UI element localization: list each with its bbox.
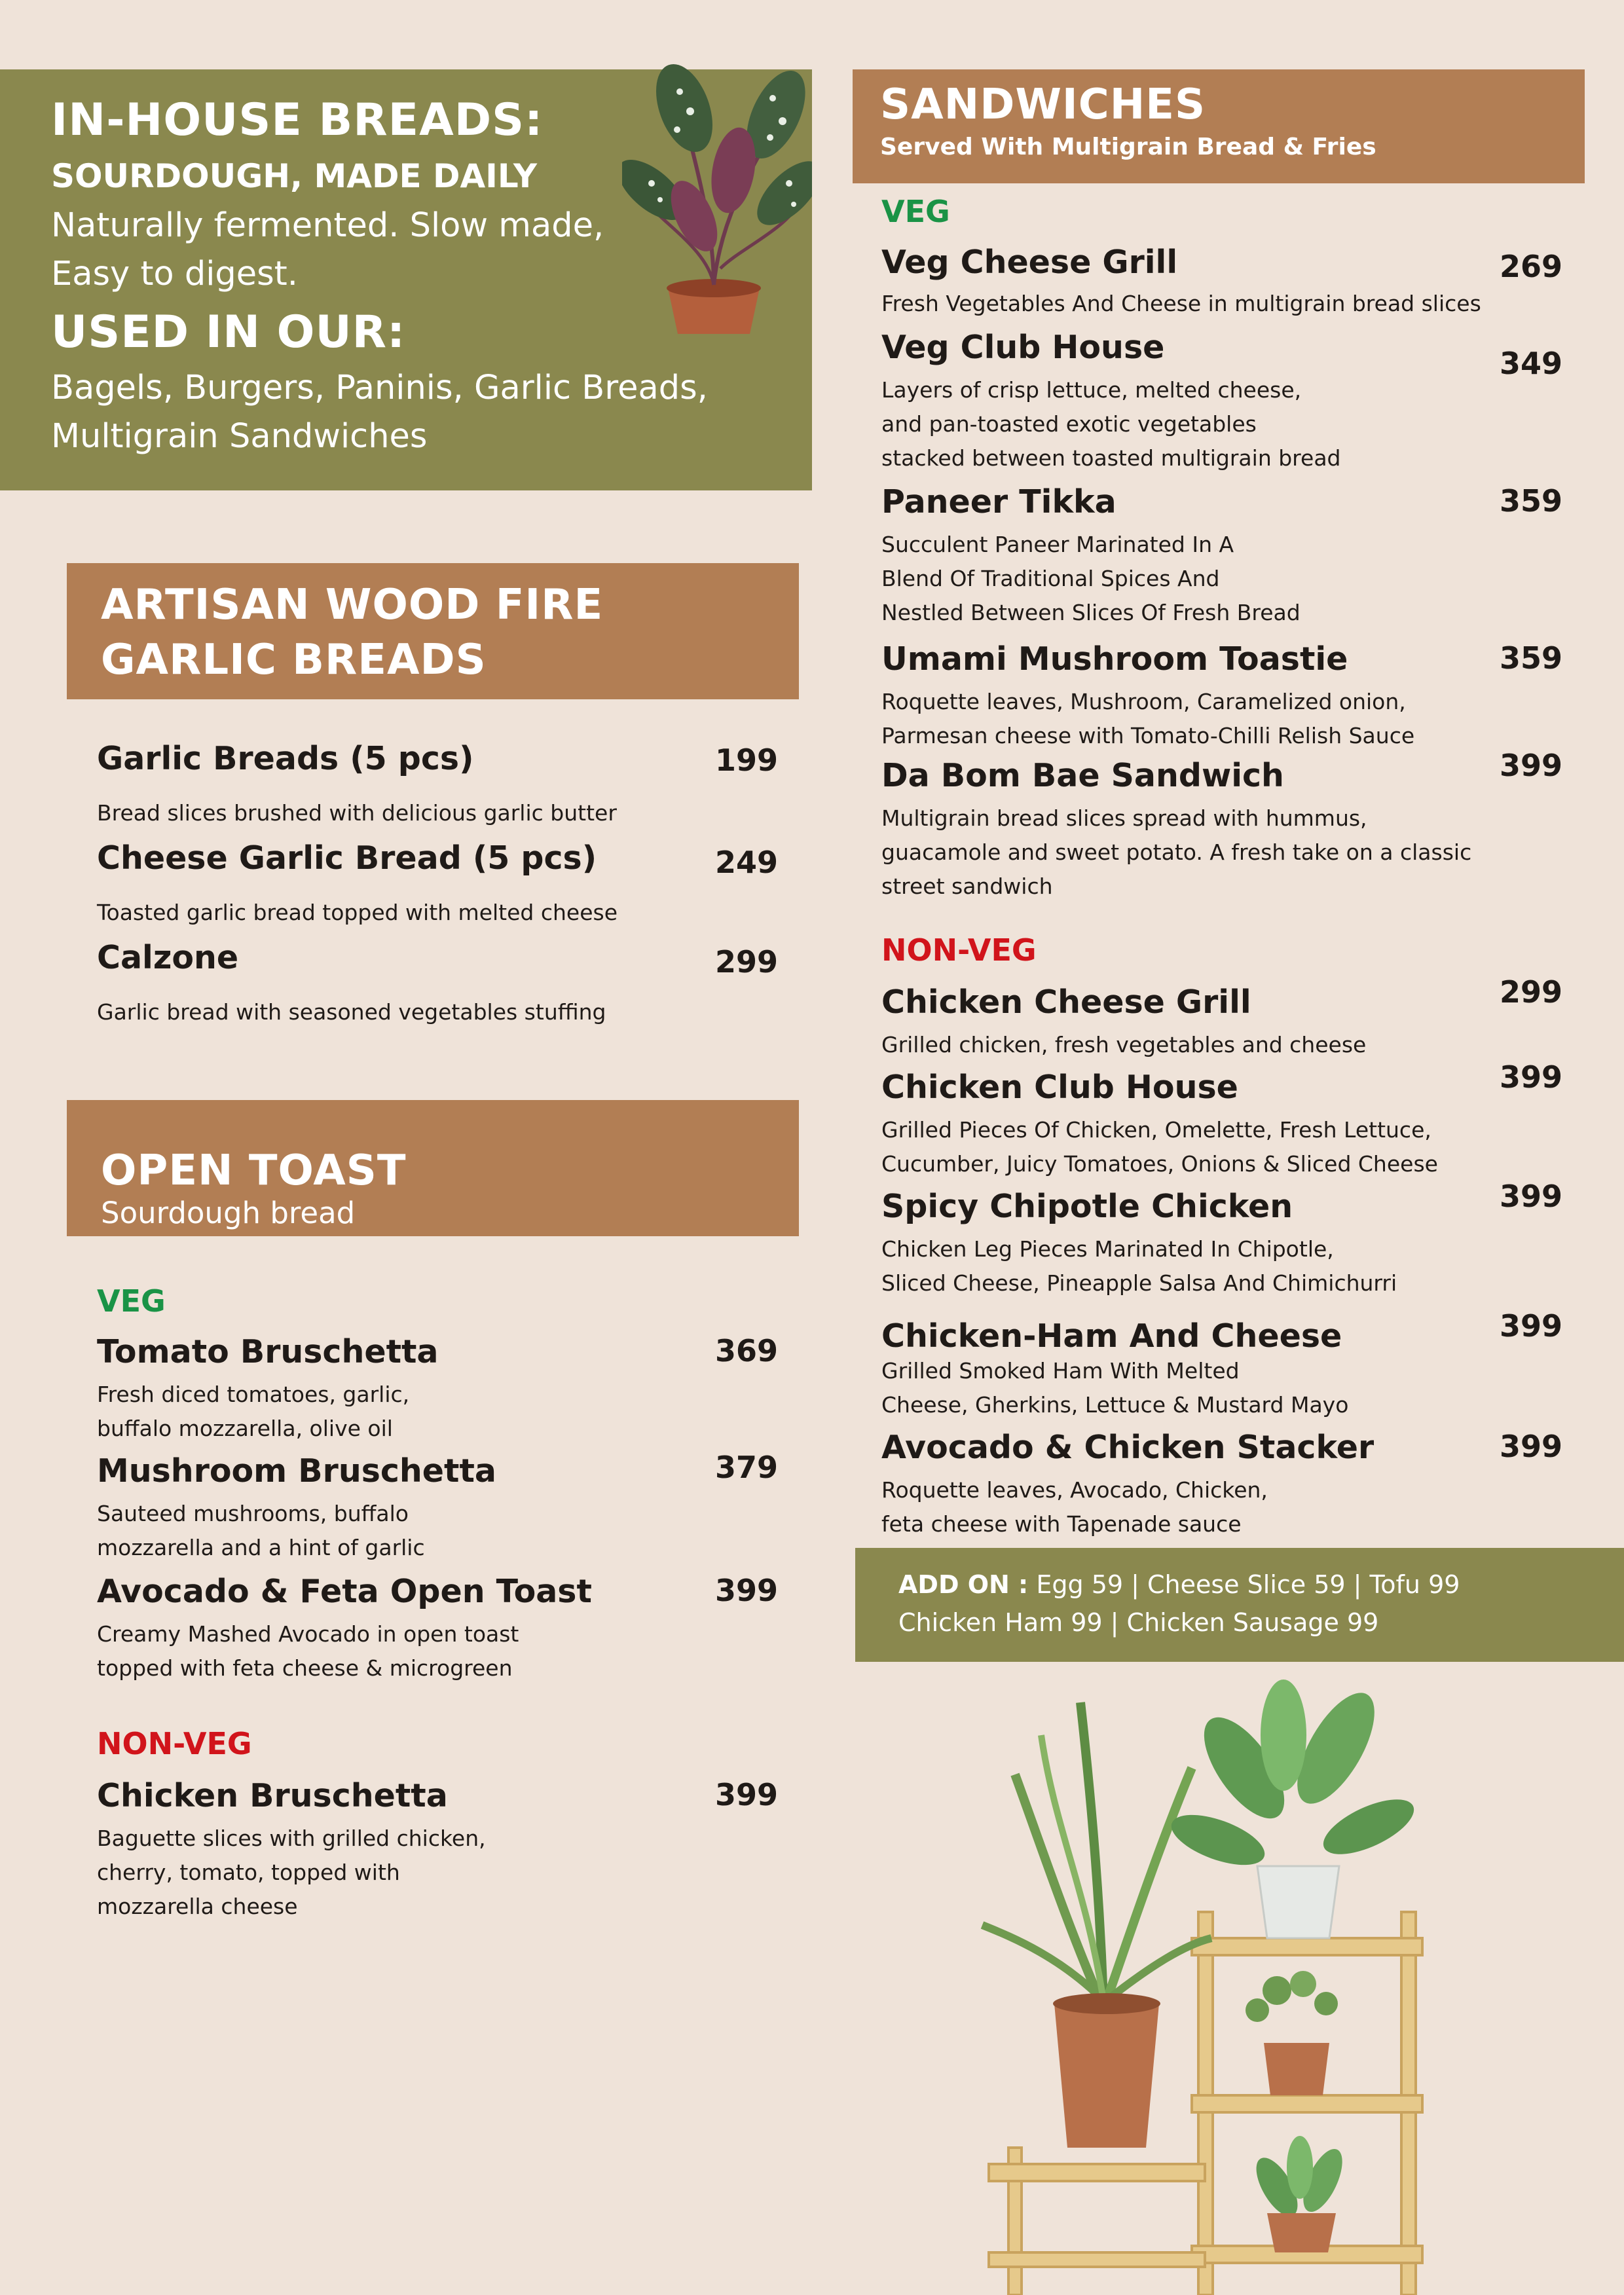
item-name: Mushroom Bruschetta: [97, 1452, 496, 1490]
item-description: Creamy Mashed Avocado in open toast topped with feta cheese & microgreen: [97, 1621, 519, 1681]
item-description: Toasted garlic bread topped with melted cheese: [97, 900, 618, 925]
item-description: Multigrain bread slices spread with hummus, guacamole and sweet potato. A fresh take on a classic street sandwich: [881, 805, 1472, 899]
menu-item: [881, 244, 1562, 322]
menu-item: [881, 483, 1562, 627]
used-in-title: USED IN OUR:: [51, 306, 406, 358]
item-price: 399: [1499, 1429, 1562, 1464]
item-price: 379: [714, 1450, 778, 1485]
open-toast-header: [67, 1100, 799, 1236]
menu-item: [881, 1179, 1562, 1299]
menu-item: [97, 1573, 778, 1684]
add-on-line1: Egg 59 | Cheese Slice 59 | Tofu 99: [1036, 1570, 1460, 1599]
item-name: Chicken-Ham And Cheese: [881, 1317, 1342, 1355]
menu-item: [881, 1059, 1562, 1180]
item-price: 349: [1499, 346, 1562, 381]
veg-label: VEG: [97, 1283, 166, 1319]
menu-item: [881, 1308, 1562, 1422]
bread-panel-line1: Naturally fermented. Slow made,: [51, 206, 604, 245]
item-name: Avocado & Chicken Stacker: [881, 1429, 1375, 1466]
item-description: Grilled Pieces Of Chicken, Omelette, Fresh Lettuce, Cucumber, Juicy Tomatoes, Onions & Sliced Cheese: [881, 1117, 1438, 1177]
garlic-title-line1: ARTISAN WOOD FIRE: [101, 581, 604, 629]
plant-stand-icon: [969, 1676, 1441, 2295]
sandwiches-title: SANDWICHES: [880, 81, 1206, 129]
bread-panel-line2: Easy to digest.: [51, 255, 298, 293]
bread-panel-title: IN-HOUSE BREADS:: [51, 94, 544, 146]
garlic-breads-header: [67, 563, 799, 699]
menu-item: [881, 640, 1562, 748]
item-description: Grilled chicken, fresh vegetables and cheese: [881, 1032, 1367, 1057]
open-toast-subtitle: Sourdough bread: [101, 1196, 356, 1230]
item-description: Roquette leaves, Mushroom, Caramelized onion, Parmesan cheese with Tomato-Chilli Relish Sauce: [881, 689, 1415, 748]
item-description: Succulent Paneer Marinated In A Blend Of Traditional Spices And Nestled Between Slices Of Fresh Bread: [881, 532, 1301, 625]
sandwiches-header: [853, 69, 1585, 183]
item-name: Da Bom Bae Sandwich: [881, 757, 1284, 794]
item-price: 199: [714, 743, 778, 778]
bread-panel-subtitle: SOURDOUGH, MADE DAILY: [51, 157, 538, 195]
item-name: Chicken Club House: [881, 1069, 1238, 1106]
item-name: Spicy Chipotle Chicken: [881, 1188, 1293, 1225]
menu-item: [97, 939, 778, 1024]
menu-item: [881, 748, 1562, 901]
menu-item: [881, 329, 1562, 473]
item-price: 399: [714, 1777, 778, 1812]
menu-item: [97, 740, 778, 825]
item-name: Umami Mushroom Toastie: [881, 640, 1348, 678]
item-description: Fresh Vegetables And Cheese in multigrain bread slices: [881, 291, 1481, 316]
item-description: Bread slices brushed with delicious garlic butter: [97, 800, 617, 826]
item-name: Veg Cheese Grill: [881, 244, 1178, 281]
menu-item: [97, 1452, 778, 1564]
item-name: Tomato Bruschetta: [97, 1333, 439, 1370]
add-on-line2: Chicken Ham 99 | Chicken Sausage 99: [898, 1608, 1379, 1637]
item-description: Grilled Smoked Ham With Melted Cheese, Gherkins, Lettuce & Mustard Mayo: [881, 1358, 1349, 1418]
used-in-line1: Bagels, Burgers, Paninis, Garlic Breads,: [51, 369, 708, 407]
item-price: 399: [1499, 1179, 1562, 1214]
item-description: Sauteed mushrooms, buffalo mozzarella and a hint of garlic: [97, 1501, 425, 1560]
menu-item: [97, 1777, 778, 1921]
item-name: Avocado & Feta Open Toast: [97, 1573, 592, 1610]
item-name: Paneer Tikka: [881, 483, 1116, 521]
item-price: 269: [1499, 249, 1562, 284]
item-name: Cheese Garlic Bread (5 pcs): [97, 839, 597, 877]
nonveg-label: NON-VEG: [881, 932, 1037, 968]
begonia-plant-icon: [622, 52, 812, 334]
item-price: 399: [1499, 1059, 1562, 1095]
menu-item: [881, 974, 1562, 1062]
item-name: Calzone: [97, 939, 239, 976]
veg-label: VEG: [881, 194, 950, 229]
item-price: 299: [1499, 974, 1562, 1010]
item-name: Chicken Bruschetta: [97, 1777, 448, 1814]
item-description: Layers of crisp lettuce, melted cheese, and pan-toasted exotic vegetables stacked between toasted multigrain bread: [881, 377, 1341, 471]
item-description: Garlic bread with seasoned vegetables stuffing: [97, 999, 606, 1025]
item-name: Chicken Cheese Grill: [881, 983, 1251, 1021]
item-description: Roquette leaves, Avocado, Chicken, feta cheese with Tapenade sauce: [881, 1477, 1268, 1537]
item-description: Baguette slices with grilled chicken, cherry, tomato, topped with mozzarella cheese: [97, 1826, 486, 1919]
nonveg-label: NON-VEG: [97, 1726, 252, 1761]
add-on-label: ADD ON :: [898, 1570, 1029, 1599]
item-price: 369: [714, 1333, 778, 1368]
item-price: 299: [714, 944, 778, 980]
item-name: Garlic Breads (5 pcs): [97, 740, 474, 777]
item-name: Veg Club House: [881, 329, 1165, 366]
item-price: 359: [1499, 640, 1562, 676]
item-price: 399: [1499, 748, 1562, 783]
garlic-title-line2: GARLIC BREADS: [101, 636, 487, 684]
used-in-line2: Multigrain Sandwiches: [51, 417, 428, 456]
add-on-panel: [855, 1548, 1624, 1662]
menu-item: [97, 1333, 778, 1444]
item-price: 399: [1499, 1308, 1562, 1344]
menu-item: [881, 1429, 1562, 1540]
item-description: Chicken Leg Pieces Marinated In Chipotle, Sliced Cheese, Pineapple Salsa And Chimichurri: [881, 1236, 1397, 1296]
menu-item: [97, 839, 778, 925]
item-price: 249: [714, 845, 778, 880]
item-price: 399: [714, 1573, 778, 1608]
item-description: Fresh diced tomatoes, garlic, buffalo mozzarella, olive oil: [97, 1382, 410, 1441]
open-toast-title: OPEN TOAST: [101, 1147, 407, 1195]
sandwiches-subtitle: Served With Multigrain Bread & Fries: [880, 134, 1376, 160]
item-price: 359: [1499, 483, 1562, 519]
